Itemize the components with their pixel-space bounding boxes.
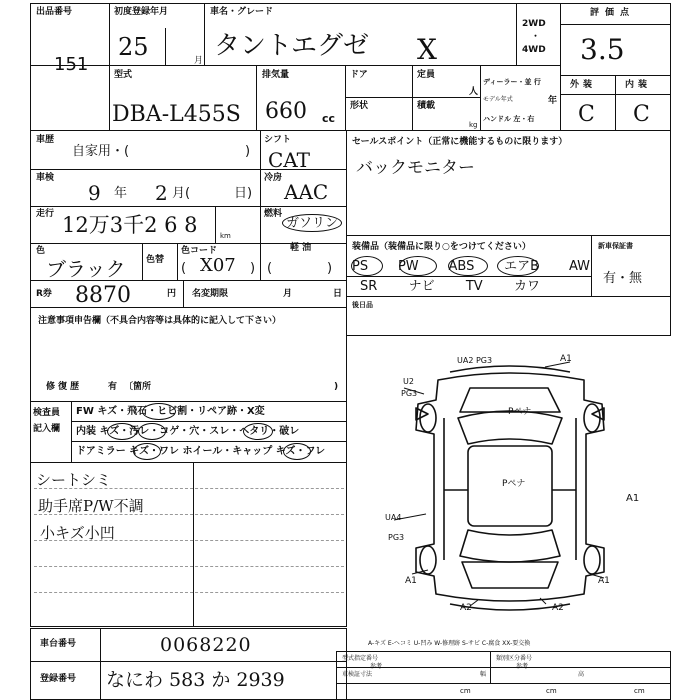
damage-mark-pg3: PG3 bbox=[401, 389, 418, 398]
score: 3.5 bbox=[580, 33, 625, 66]
car-name: タントエグゼ bbox=[214, 31, 369, 61]
repair-close: ) bbox=[334, 382, 339, 392]
yen-unit: 円 bbox=[167, 289, 177, 299]
sales-points-label: セールスポイント（正常に機能するものに限ります） bbox=[352, 137, 568, 147]
interior-label: 内装 bbox=[625, 80, 652, 90]
repair-value: 有 bbox=[108, 382, 118, 392]
model-year-label: モデル年式 bbox=[483, 96, 513, 103]
spec-divider bbox=[490, 651, 491, 684]
damage-mark-a1-top: A1 bbox=[560, 354, 572, 364]
sales-points-value: バックモニター bbox=[356, 158, 475, 178]
aftermarket-label: 後日品 bbox=[352, 301, 373, 309]
mileage-label: 走行 bbox=[36, 209, 55, 219]
drive-dot: ・ bbox=[531, 32, 541, 42]
grade: X bbox=[417, 33, 437, 66]
history-value: 自家用・( bbox=[72, 144, 130, 159]
inspection-month-mark: 月( bbox=[172, 186, 191, 201]
color-label: 色 bbox=[36, 246, 46, 256]
cm-2: cm bbox=[546, 687, 557, 695]
equip-navi: ナビ bbox=[408, 279, 435, 294]
year-unit: 年 bbox=[548, 96, 558, 106]
equip-sr: SR bbox=[360, 279, 378, 294]
remark-1: シートシミ bbox=[36, 471, 112, 489]
km-unit: km bbox=[220, 232, 231, 240]
recycle-label: R券 bbox=[36, 289, 52, 299]
inspection-month: 2 bbox=[155, 181, 168, 205]
shift-label: シフト bbox=[264, 135, 292, 145]
inspection-day-mark: 日) bbox=[234, 186, 253, 201]
damage-mark-a2-left: A2 bbox=[460, 603, 472, 613]
fuel: ガソリン bbox=[286, 216, 339, 231]
load-unit: kg bbox=[469, 121, 478, 129]
door-label: ドア bbox=[350, 70, 368, 80]
ac: AAC bbox=[284, 180, 329, 204]
equip-pw: PW bbox=[397, 259, 419, 274]
damage-mark-a1-right: A1 bbox=[626, 493, 640, 504]
light-oil-label: 軽 油 bbox=[290, 243, 312, 253]
exterior-grade: C bbox=[578, 102, 595, 127]
damage-mark-u2: U2 bbox=[403, 377, 414, 386]
equipment-label: 装備品（装備品に限り○をつけてください） bbox=[352, 242, 531, 252]
fuel-paren-close: ) bbox=[327, 261, 333, 276]
spec-rule-1 bbox=[336, 667, 671, 668]
shape-label: 形状 bbox=[350, 101, 369, 111]
reg-label: 登録番号 bbox=[40, 674, 77, 684]
inspector-label-1: 検査員 bbox=[33, 408, 61, 418]
displacement-label: 排気量 bbox=[262, 70, 290, 80]
damage-mark-a1-left: A1 bbox=[405, 576, 417, 586]
lot-number-label: 出品番号 bbox=[36, 7, 73, 17]
drive-4wd: 4WD bbox=[522, 45, 546, 55]
damage-mark-panel-2: Pペナ bbox=[502, 479, 526, 489]
inspector-row-3: ドアミラー キズ・ワレ ホイール・キャップ キズ・フレ bbox=[76, 446, 326, 457]
damage-mark-panel-1: Pペナ bbox=[508, 407, 532, 417]
equip-tv: TV bbox=[465, 279, 483, 294]
name-change-day: 日 bbox=[333, 289, 343, 299]
handle-label: ハンドル 左・右 bbox=[483, 115, 535, 123]
history-close: ) bbox=[245, 144, 251, 159]
cc-unit: cc bbox=[322, 112, 336, 125]
warranty-label: 新車保証書 bbox=[598, 242, 633, 250]
inspector-row-2: 内装 キズ・汚レ・コゲ・穴・スレ・ヘタリ・破レ bbox=[76, 426, 300, 437]
first-reg-month-mark: 月 bbox=[194, 56, 204, 66]
recycle-value: 8870 bbox=[75, 283, 131, 308]
ref-1: 参考 bbox=[370, 663, 383, 670]
first-reg-label: 初度登録年月 bbox=[114, 7, 169, 17]
dealer-label: ディーラー・並 行 bbox=[483, 78, 541, 86]
remark-2: 助手席P/W不調 bbox=[38, 497, 144, 515]
capacity-unit: 人 bbox=[469, 87, 479, 97]
fuel-paren-open: ( bbox=[267, 261, 273, 276]
chassis-label: 車台番号 bbox=[40, 639, 77, 649]
first-reg-year: 25 bbox=[118, 33, 149, 61]
equip-airbag: エアB bbox=[504, 259, 540, 274]
remark-3: 小キズ小凹 bbox=[40, 524, 115, 542]
equip-abs: ABS bbox=[448, 259, 475, 274]
ac-label: 冷房 bbox=[264, 173, 283, 183]
inspector-label-2: 記入欄 bbox=[33, 424, 61, 434]
damage-legend: A-キズ E-ヘコミ U-凹み W-修理跡 S-サビ C-腐食 XX-要交換 bbox=[368, 640, 531, 647]
equip-ps: PS bbox=[352, 259, 369, 274]
load-label: 積載 bbox=[417, 101, 436, 111]
score-label: 評価点 bbox=[590, 8, 636, 18]
name-change-month: 月 bbox=[283, 289, 293, 299]
chassis-number: 0068220 bbox=[160, 634, 252, 656]
mileage: 12万3千2 6 8 bbox=[62, 213, 198, 237]
capacity-label: 定員 bbox=[417, 70, 436, 80]
cm-3: cm bbox=[634, 687, 645, 695]
color-code-close: ) bbox=[250, 261, 256, 276]
repair-location-label: 〔箇所 bbox=[124, 382, 152, 392]
equip-aw: AW bbox=[568, 259, 590, 274]
category-label: 類別区分番号 bbox=[496, 655, 533, 662]
inspection-year-mark: 年 bbox=[114, 186, 128, 201]
interior-grade: C bbox=[633, 102, 650, 127]
displacement: 660 bbox=[265, 99, 307, 124]
color-code-open: ( bbox=[181, 261, 187, 276]
damage-mark-a1-rear-right: A1 bbox=[598, 576, 610, 586]
inspection-year: 9 bbox=[88, 181, 101, 205]
color-code: X07 bbox=[200, 255, 236, 276]
cm-1: cm bbox=[460, 687, 471, 695]
drive-2wd: 2WD bbox=[522, 19, 546, 29]
damage-mark-ua4: UA4 bbox=[385, 513, 402, 522]
ref-2: 参考 bbox=[516, 663, 529, 670]
lot-number: 151 bbox=[54, 54, 89, 75]
damage-mark-pg3-left: PG3 bbox=[388, 533, 405, 542]
shift: CAT bbox=[268, 148, 310, 172]
reg-number: なにわ 583 か 2939 bbox=[106, 669, 285, 691]
width-label: 幅 bbox=[480, 671, 487, 678]
notes-label: 注意事項申告欄（不具合内容等は具体的に記入して下さい） bbox=[38, 316, 282, 326]
damage-mark-ua2-pg3: UA2 PG3 bbox=[457, 356, 493, 365]
repair-label: 修復歴 bbox=[46, 382, 83, 392]
auth-model-label: 型式指定番号 bbox=[342, 655, 379, 662]
history-label: 車歴 bbox=[36, 135, 55, 145]
equip-leather: カワ bbox=[513, 279, 540, 294]
color: ブラック bbox=[46, 257, 126, 281]
color-code-label: 色コード bbox=[181, 246, 218, 256]
model: DBA-L455S bbox=[112, 102, 241, 127]
inspector-row-1: FW キズ・飛石・ヒビ割・リペア跡・X変 bbox=[76, 406, 265, 417]
color-change-label: 色替 bbox=[146, 255, 165, 265]
height-label: 高 bbox=[578, 671, 585, 678]
name-grade-label: 車名・グレード bbox=[210, 7, 274, 17]
model-label: 型式 bbox=[114, 70, 133, 80]
spec-rule-2 bbox=[336, 683, 671, 684]
name-change-label: 名変期限 bbox=[192, 289, 229, 299]
exterior-label: 外装 bbox=[570, 80, 597, 90]
fuel-label: 燃料 bbox=[264, 209, 283, 219]
warranty-choice: 有・無 bbox=[603, 271, 643, 286]
length-label: 車検証寸法 bbox=[342, 671, 373, 678]
damage-mark-a2-right: A2 bbox=[552, 603, 564, 613]
inspection-label: 車検 bbox=[36, 173, 55, 183]
